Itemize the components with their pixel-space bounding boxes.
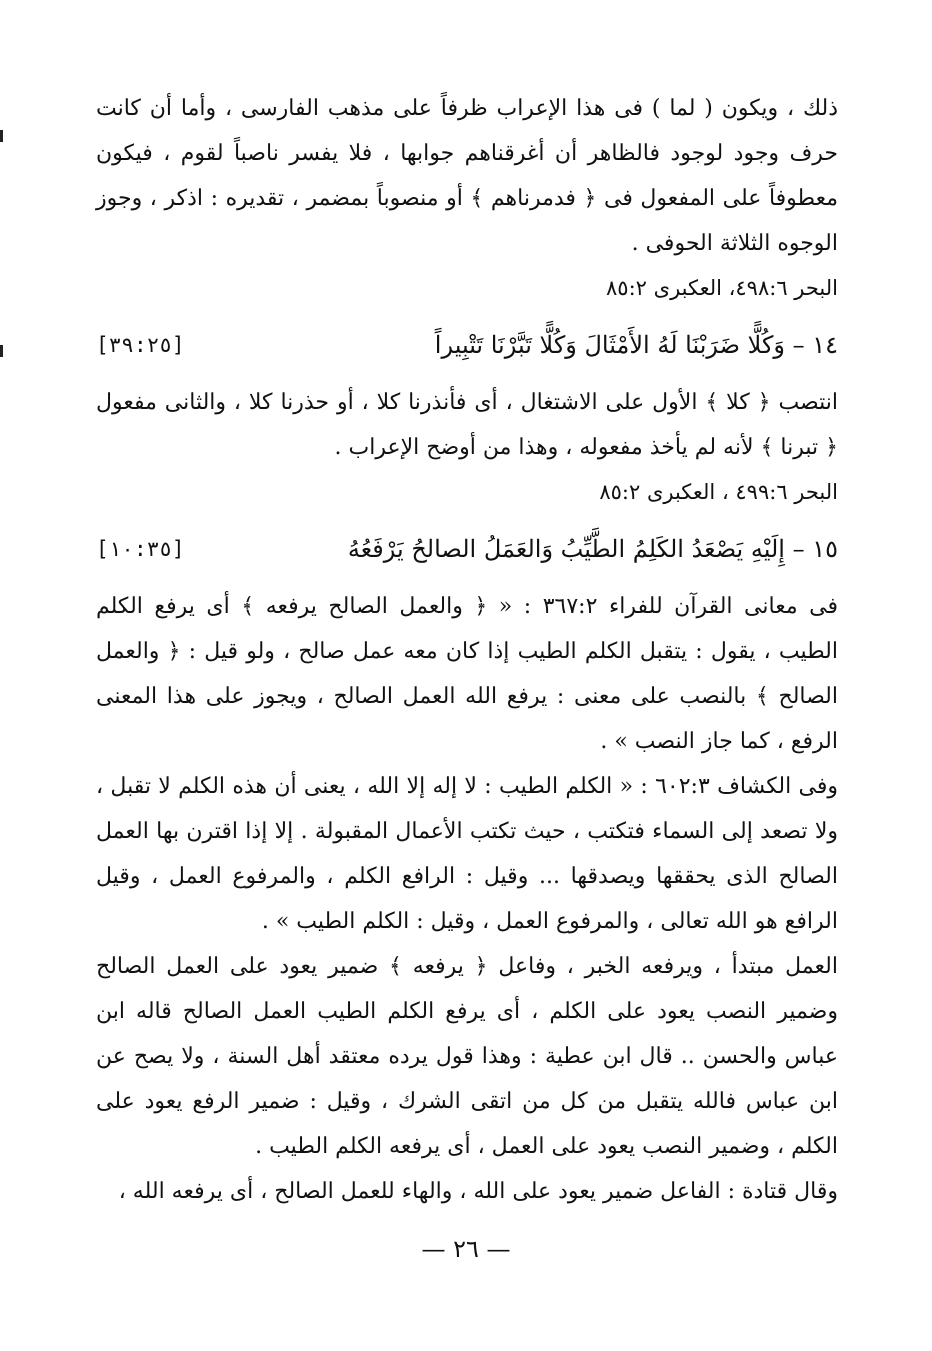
verse-text: ١٤ – وَكُلًّا ضَرَبْنَا لَهُ الأَمْثَالَ وَكُلًّا تَبَّرْنَا تَتْبِيراً xyxy=(434,330,838,359)
source-citation: البحر ٤٩٨:٦، العكبرى ٨٥:٢ xyxy=(606,276,838,300)
scan-edge-mark xyxy=(0,130,3,142)
paragraph-verse-14-commentary: انتصب ﴿ كلا ﴾ الأول على الاشتغال ، أى فأنذرنا كلا ، أو حذرنا كلا ، والثانى مفعول ﴿ تبرنا ﴾ لأنه لم يأخذ مفعوله ، وهذا من أوضح الإعراب . xyxy=(96,390,838,460)
scan-edge-mark xyxy=(0,345,3,357)
source-citation: البحر ٤٩٩:٦ ، العكبرى ٨٥:٢ xyxy=(599,480,838,504)
paragraph-qatada-commentary: وقال قتادة : الفاعل ضمير يعود على الله ، والهاء للعمل الصالح ، أى يرفعه الله ، xyxy=(118,1179,838,1204)
paragraph-farra-commentary: فى معانى القرآن للفراء ٣٦٧:٢ : « ﴿ والعمل الصالح يرفعه ﴾ أى يرفع الكلم الطيب ، يقول : يتقبل الكلم الطيب إذا كان معه عمل صالح ، ولو قيل : ﴿ والعمل الصالح ﴾ بالنصب على معنى : يرفع الله العمل الصالح ، ويجوز على هذا المعنى الرفع ، كما جاز النصب » . xyxy=(96,594,838,754)
verse-14 xyxy=(96,322,838,368)
page-number: — ٢٦ — xyxy=(421,1235,511,1263)
verse-text: ١٥ – إِلَيْهِ يَصْعَدُ الكَلِمُ الطَّيِّبُ وَالعَمَلُ الصالحُ يَرْفَعُهُ xyxy=(347,534,838,563)
paragraph-kashshaf-commentary: وفى الكشاف ٦٠٢:٣ : « الكلم الطيب : لا إله إلا الله ، يعنى أن هذه الكلم لا تقبل ، ولا تصعد إلى السماء فتكتب ، حيث تكتب الأعمال المقبولة . إلا إذا اقترن بها العمل الصالح الذى يحققها ويصدقها ... وقيل : الرافع الكلم ، والمرفوع العمل ، وقيل الرافع هو الله تعالى ، والمرفوع العمل ، وقيل : الكلم الطيب » . xyxy=(96,774,838,934)
document-page xyxy=(96,86,838,1214)
verse-reference: [٣٩:٢٥] xyxy=(96,332,185,357)
verse-reference: [١٠:٣٥] xyxy=(96,536,185,561)
verse-15 xyxy=(96,526,838,572)
paragraph-intro: ذلك ، ويكون ( لما ) فى هذا الإعراب ظرفاً على مذهب الفارسى ، وأما أن كانت حرف وجود لوجود فالظاهر أن أغرقناهم جوابها ، فلا يفسر ناصباً لقوم ، فيكون معطوفاً على المفعول فى ﴿ فدمرناهم ﴾ أو منصوباً بمضمر ، تقديره : اذكر ، وجوز الوجوه الثلاثة الحوفى . xyxy=(96,96,838,256)
paragraph-grammar-analysis: العمل مبتدأ ، ويرفعه الخبر ، وفاعل ﴿ يرفعه ﴾ ضمير يعود على العمل الصالح وضمير النصب يعود على الكلم ، أى يرفع الكلم الطيب العمل الصالح قاله ابن عباس والحسن .. قال ابن عطية : وهذا قول يرده معتقد أهل السنة ، ولا يصح عن ابن عباس فالله يتقبل من كل من اتقى الشرك ، وقيل : ضمير الرفع يعود على الكلم ، وضمير النصب يعود على العمل ، أى يرفعه الكلم الطيب . xyxy=(96,954,838,1159)
